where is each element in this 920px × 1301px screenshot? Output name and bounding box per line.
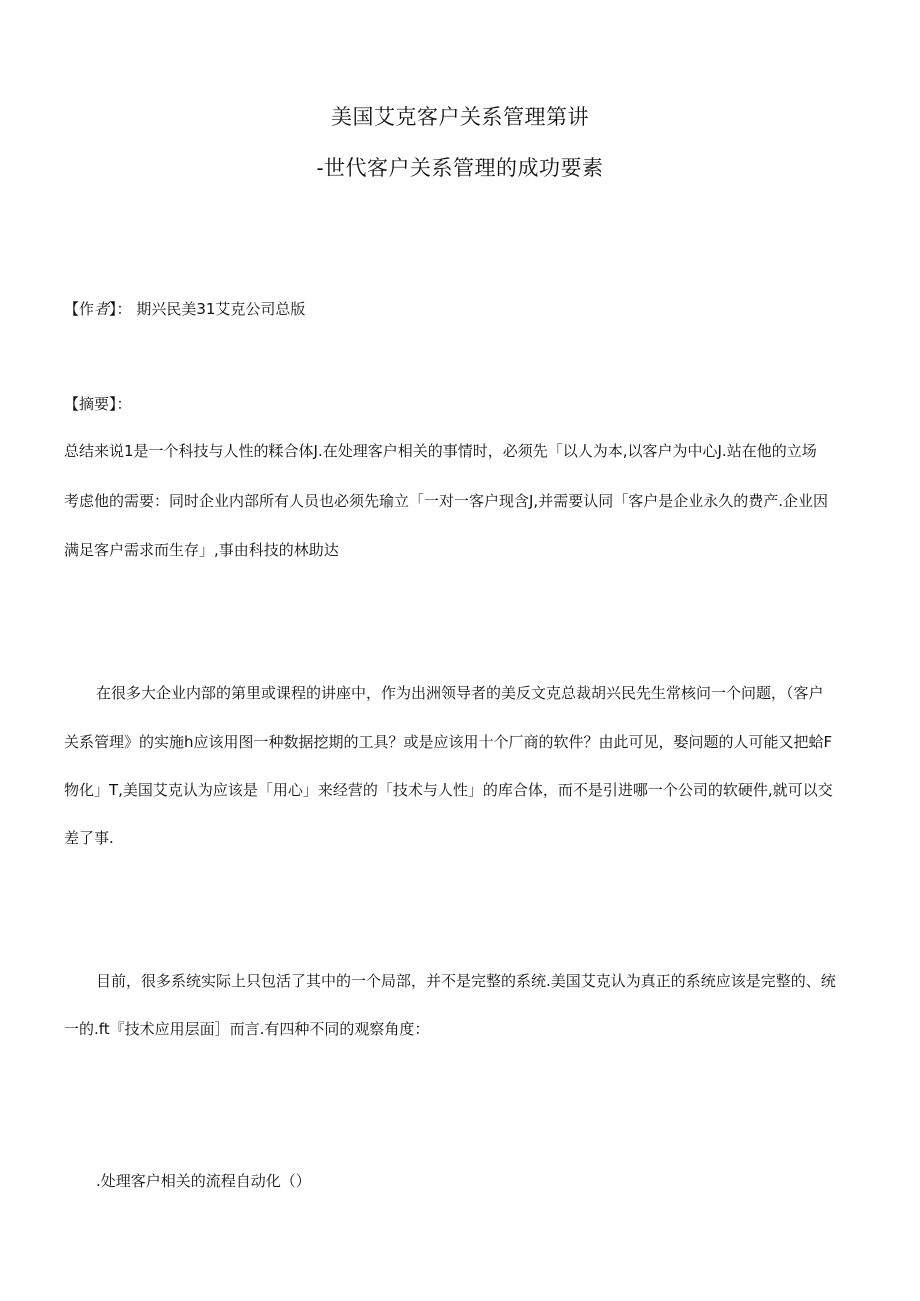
paragraph-1-line-4: 差了事. — [64, 829, 114, 847]
abstract-line-2: 考虑他的需要：同时企业内部所有人员也必须先瑜立「一对一客户现含J,并需要认同「客户是企业永久的费产.企业因 — [64, 492, 828, 510]
abstract-label: 【摘要】： — [64, 395, 132, 413]
paragraph-1-line-1: 在很多大企业内部的第里或课程的讲座中，作为出洲领导者的美反文克总裁胡兴民先生常核问一个问题，（客户 — [96, 684, 824, 702]
abstract-line-1: 总结来说1是一个科技与人性的糅合体J.在处理客户相关的事情时，必须先「以人为本,以客户为中心J.站在他的立场 — [64, 442, 817, 460]
document-title: 美国艾克客户关系管理第讲 — [331, 105, 589, 129]
paragraph-2-line-1: 目前，很多系统实际上只包活了其中的一个局部，并不是完整的系统.美国艾克认为真正的系统应该是完整的、统 — [96, 972, 836, 990]
author-bracket-em: 者 — [94, 300, 110, 318]
author-bracket-open: 【作 — [64, 300, 95, 318]
paragraph-2-line-2: 一的.ft『技术应用层面］而言.有四种不同的观察角度： — [64, 1020, 430, 1038]
abstract-line-3: 满足客户需求而生存」,事由科技的林助达 — [64, 541, 339, 559]
author-bracket-close: 】： — [109, 300, 132, 318]
author-line — [64, 298, 305, 319]
document-subtitle: -世代客户关系管理的成功要素 — [316, 156, 604, 180]
list-item-1: .处理客户相关的流程自动化（） — [96, 1172, 311, 1190]
author-name: 期兴民美31艾克公司总版 — [136, 300, 306, 318]
paragraph-1-line-2: 关系管理》的实施h应该用图一种数据挖期的工具？或是应该用十个厂商的软件？由此可见，娶问题的人可能又把蛤F — [64, 733, 833, 751]
paragraph-1-line-3: 物化」T,美国艾克认为应该是「用心」来经营的「技术与人性」的库合体，而不是引进哪一个公司的软硬件,就可以交 — [64, 781, 833, 799]
